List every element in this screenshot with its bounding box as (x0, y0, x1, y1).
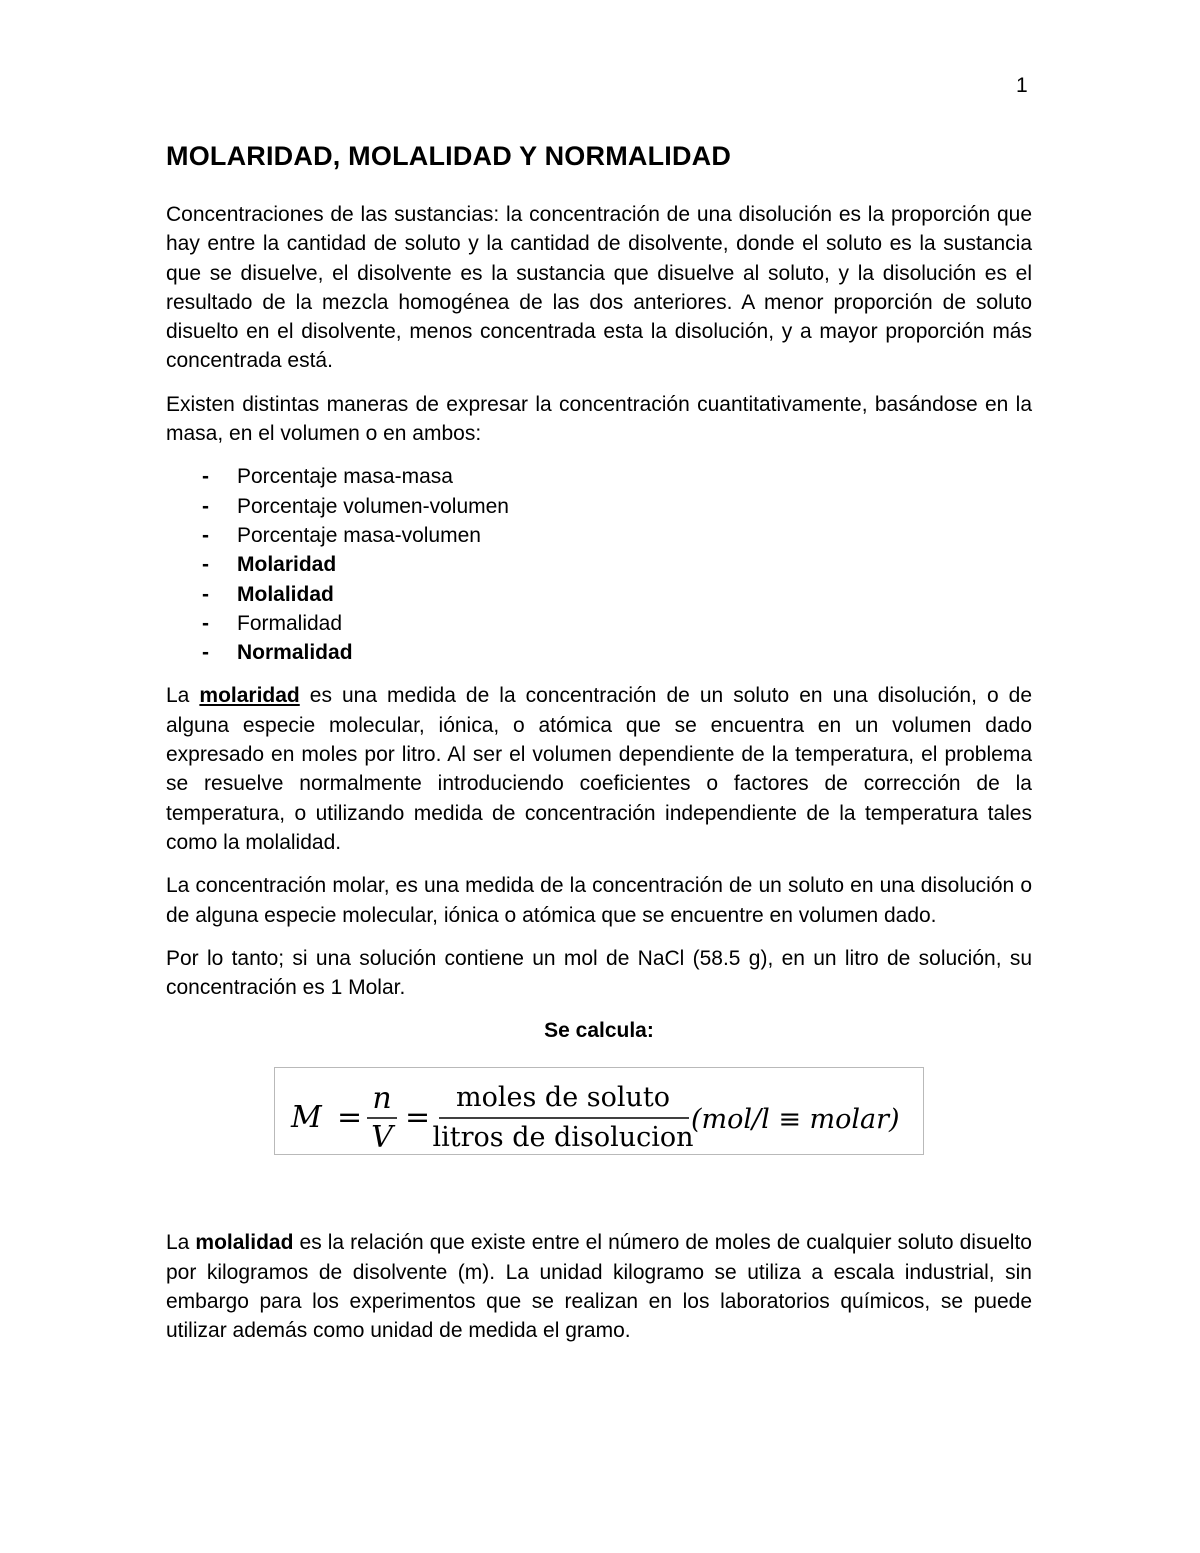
list-item (166, 638, 1032, 667)
formula-eq2: = (405, 1100, 431, 1136)
molarity-formula (274, 1067, 924, 1155)
molalidad-text: es la relación que existe entre el número de moles de cualquier soluto disuelto por kilogramos de disolvente (m). La unidad kilogramo se utiliza a escala industrial, sin embargo para los experimentos que se realizan en los laboratorios químicos, se puede utilizar además como unidad de medida el gramo. (166, 1231, 1032, 1343)
molaridad-paragraph (166, 681, 1032, 857)
formula-den1: V (371, 1120, 393, 1152)
list-item (166, 521, 1032, 550)
spacer (166, 1155, 1032, 1228)
molalidad-paragraph (166, 1228, 1032, 1345)
molar-concentration-paragraph: La concentración molar, es una medida de la concentración de un soluto en una disolución o de alguna especie molecular, iónica o atómica que se encuentre en volumen dado. (166, 874, 1032, 927)
formula-lhs: M (291, 1100, 322, 1136)
nacl-example-paragraph: Por lo tanto; si una solución contiene un mol de NaCl (58.5 g), en un litro de solución, su concentración es 1 Molar. (166, 946, 1032, 1000)
list-dash: - (202, 611, 209, 635)
molaridad-term: molaridad (199, 684, 300, 708)
list-dash: - (202, 494, 209, 518)
page-number: 1 (1016, 74, 1028, 97)
intro-paragraph: Concentraciones de las sustancias: la concentración de una disolución es la proporción que hay entre la cantidad de soluto y la cantidad de disolvente, donde el soluto es la sustancia que se disuelve, el disolvente es la sustancia que disuelve al soluto, y la disolución es el resultado de la mezcla homogénea de las dos anteriores. A menor proporción de soluto disuelto en el disolvente, menos concentrada esta la disolución, y a mayor proporción más concentrada está. (166, 203, 1032, 373)
formula-svg (279, 1071, 919, 1151)
formula-den2: litros de disolucion (432, 1122, 694, 1152)
list-item (166, 550, 1032, 579)
list-item-label: Molalidad (237, 582, 334, 606)
list-item (166, 609, 1032, 638)
document-body (166, 134, 1032, 1360)
page-title: MOLARIDAD, MOLALIDAD Y NORMALIDAD (166, 141, 732, 171)
molalidad-prefix: La (166, 1231, 196, 1255)
formula-units: (mol/l ≡ molar) (691, 1104, 900, 1136)
list-item-label: Porcentaje masa-volumen (237, 523, 481, 547)
list-dash: - (202, 523, 209, 547)
se-calcula-heading: Se calcula: (544, 1019, 654, 1043)
list-dash: - (202, 641, 209, 665)
list-dash: - (202, 465, 209, 489)
ways-paragraph: Existen distintas maneras de expresar la concentración cuantitativamente, basándose en la masa, en el volumen o en ambos: (166, 392, 1032, 446)
list-item-label: Molaridad (237, 553, 337, 577)
list-item (166, 492, 1032, 521)
list-item-label: Porcentaje volumen-volumen (237, 494, 509, 518)
formula-num1: n (372, 1081, 392, 1117)
molalidad-term: molalidad (195, 1231, 294, 1255)
list-dash: - (202, 553, 209, 577)
molaridad-prefix: La (166, 684, 200, 708)
list-item (166, 580, 1032, 609)
formula-eq1: = (337, 1100, 363, 1136)
formula-num2: moles de soluto (456, 1082, 670, 1114)
concentration-list (166, 462, 1032, 667)
list-item-label: Normalidad (237, 641, 353, 665)
list-item-label: Formalidad (237, 611, 343, 635)
list-item (166, 462, 1032, 491)
list-item-label: Porcentaje masa-masa (237, 465, 453, 489)
list-dash: - (202, 582, 209, 606)
molaridad-text: es una medida de la concentración de un soluto en una disolución, o de alguna especie molecular, iónica, o atómica que se encuentra en un volumen dado expresado en moles por litro. Al ser el volumen dependiente de la temperatura, el problema se resuelve normalmente introduciendo coeficientes o factores de corrección de la temperatura, o utilizando medida de concentración independiente de la temperatura tales como la molalidad. (166, 684, 1033, 854)
